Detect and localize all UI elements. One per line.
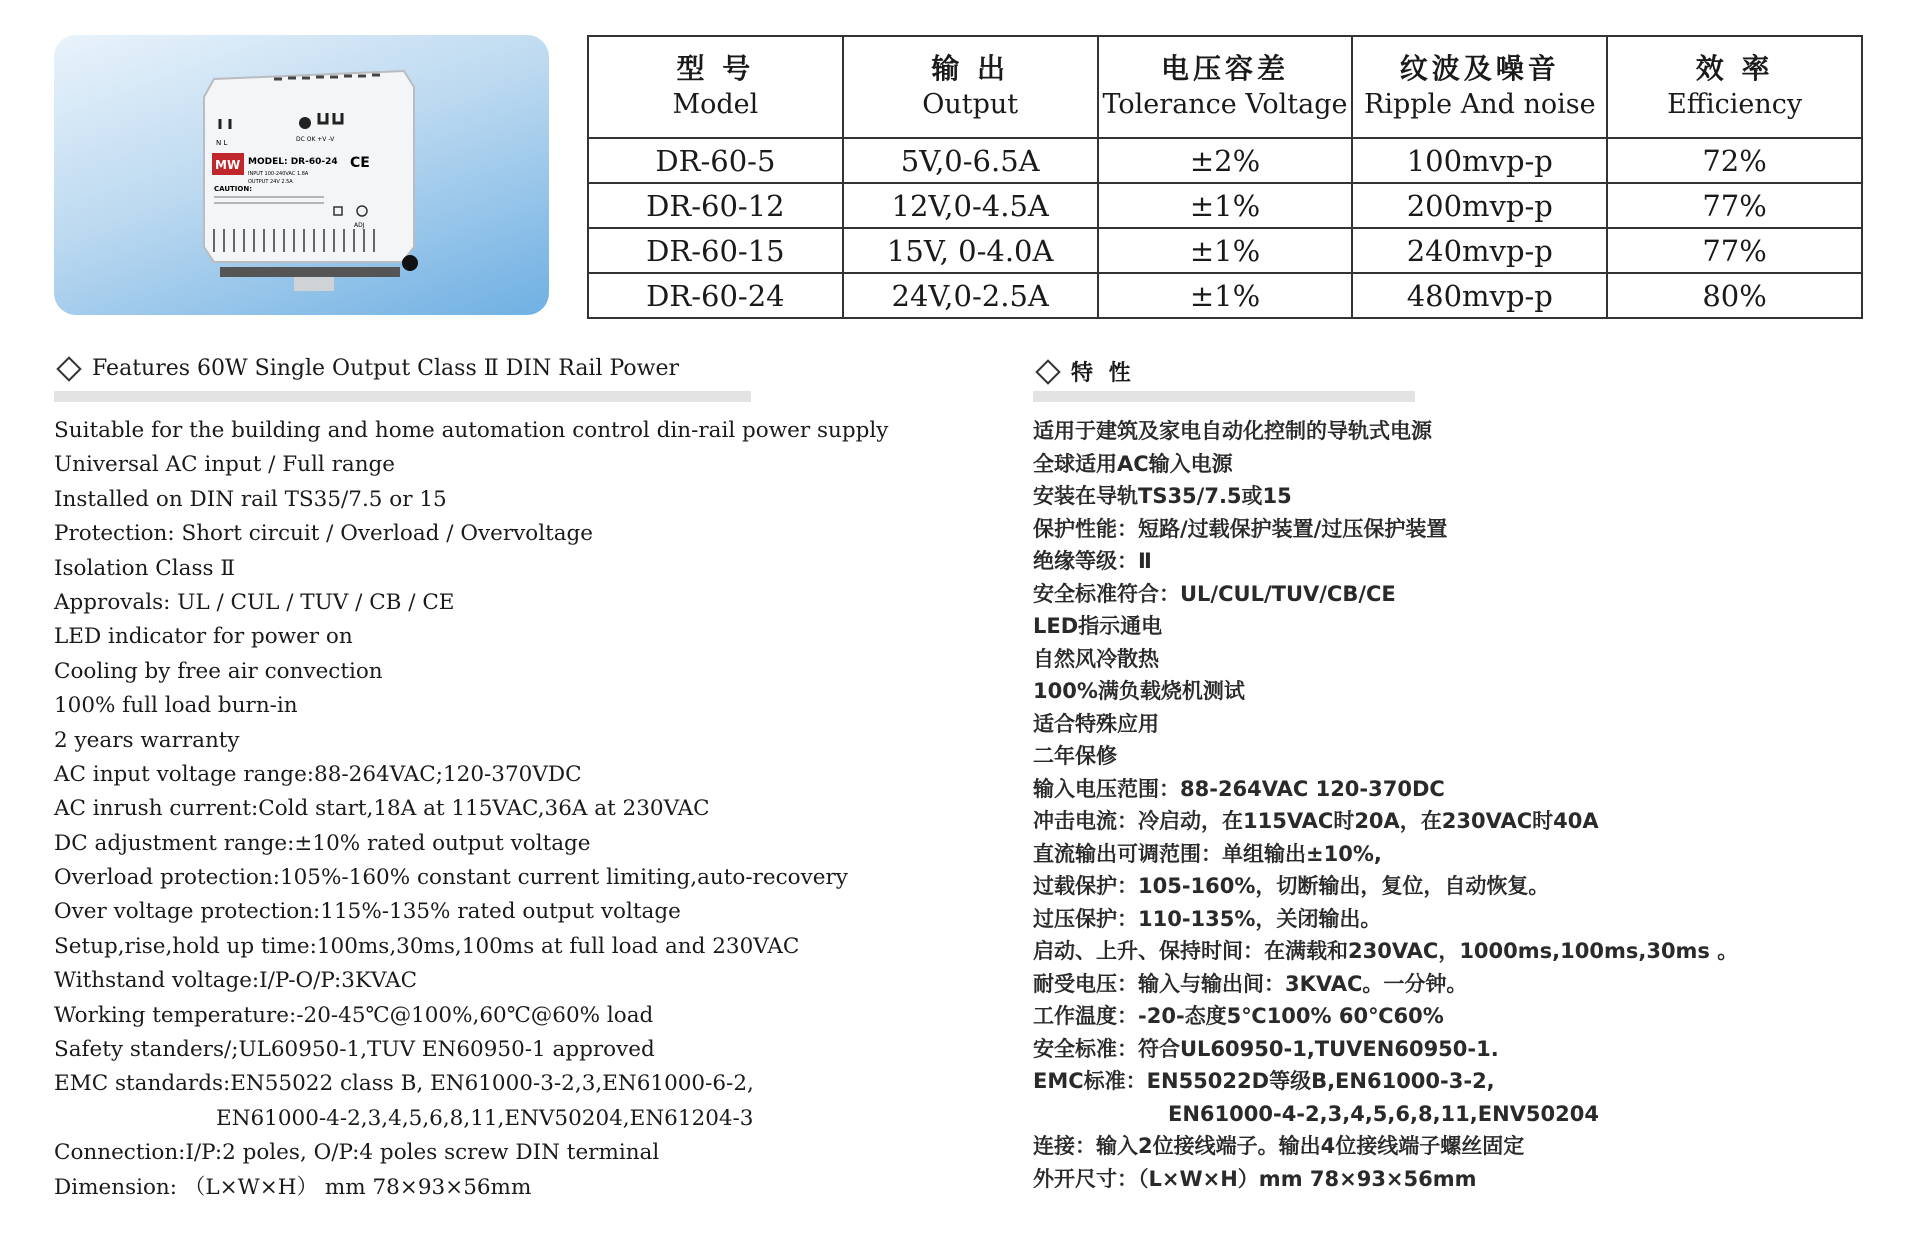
cell-model: DR-60-5 (588, 138, 843, 183)
list-item: Withstand voltage:I/P-O/P:3KVAC (54, 968, 418, 994)
header-cn: 型 号 (676, 52, 755, 85)
list-item: 自然风冷散热 (1033, 646, 1159, 671)
cell-output: 15V, 0-4.0A (843, 228, 1098, 273)
list-item: Setup,rise,hold up time:100ms,30ms,100ms at full load and 230VAC (54, 933, 800, 959)
header-en: Ripple And noise (1363, 89, 1596, 120)
section-divider (54, 391, 751, 402)
diamond-icon (56, 356, 81, 381)
list-item: AC inrush current:Cold start,18A at 115VAC,36A at 230VAC (54, 796, 710, 822)
list-item: 安装在导轨TS35/7.5或15 (1033, 484, 1292, 508)
list-item: 耐受电压：输入与输出间：3KVAC。一分钟。 (1033, 971, 1468, 996)
list-item: 安全标准符合：UL/CUL/TUV/CB/CE (1033, 581, 1396, 606)
list-item: LED指示通电 (1033, 614, 1163, 638)
list-item: Safety standers/;UL60950-1,TUV EN60950-1 approved (54, 1037, 655, 1063)
header-en: Output (922, 89, 1019, 120)
list-item: 适合特殊应用 (1033, 711, 1159, 736)
features-cn-title: 特 性 (1071, 361, 1135, 386)
cell-tolerance: ±1% (1098, 183, 1353, 228)
list-item: 直流输出可调范围：单组输出±10%, (1033, 841, 1382, 866)
cell-model: DR-60-12 (588, 183, 843, 228)
list-item: 安全标准：符合UL60950-1,TUVEN60950-1. (1033, 1036, 1499, 1061)
list-item: Dimension: （L×W×H） mm 78×93×56mm (54, 1174, 532, 1200)
list-item: Isolation Class Ⅱ (54, 555, 235, 581)
features-cn-heading (1033, 356, 1135, 387)
cell-model: DR-60-15 (588, 228, 843, 273)
cell-efficiency: 80% (1607, 273, 1862, 318)
product-image (54, 35, 549, 315)
list-item: 过载保护：105-160%，切断输出，复位，自动恢复。 (1033, 874, 1550, 898)
list-item: Over voltage protection:115%-135% rated output voltage (54, 899, 681, 925)
list-item: 工作温度：-20-态度5℃100% 60℃60% (1033, 1004, 1444, 1028)
cell-efficiency: 77% (1607, 228, 1862, 273)
header-cn: 效 率 (1695, 52, 1774, 85)
power-supply-illustration (174, 57, 434, 297)
cell-ripple: 480mvp-p (1352, 273, 1607, 318)
list-item: Cooling by free air convection (54, 658, 383, 684)
table-header-row (588, 36, 1862, 138)
list-item: 2 years warranty (54, 727, 240, 753)
cell-efficiency: 77% (1607, 183, 1862, 228)
cell-output: 12V,0-4.5A (843, 183, 1098, 228)
list-item: 过压保护：110-135%，关闭输出。 (1033, 906, 1382, 931)
output-terminal-label: DC OK +V -V (296, 136, 335, 143)
table-row (588, 228, 1862, 273)
diamond-icon (1035, 359, 1060, 384)
cell-tolerance: ±1% (1098, 228, 1353, 273)
header-tolerance (1098, 36, 1353, 138)
table-row (588, 273, 1862, 318)
features-cn-list (1033, 415, 1893, 1195)
header-ripple (1352, 36, 1607, 138)
cell-output: 24V,0-2.5A (843, 273, 1098, 318)
header-efficiency (1607, 36, 1862, 138)
table-row (588, 183, 1862, 228)
list-item: Connection:I/P:2 poles, O/P:4 poles screw DIN terminal (54, 1140, 660, 1166)
header-en: Tolerance Voltage (1102, 89, 1348, 120)
cell-tolerance: ±2% (1098, 138, 1353, 183)
table-row (588, 138, 1862, 183)
cell-ripple: 100mvp-p (1352, 138, 1607, 183)
cell-output: 5V,0-6.5A (843, 138, 1098, 183)
cell-ripple: 200mvp-p (1352, 183, 1607, 228)
header-output (843, 36, 1098, 138)
list-item: Protection: Short circuit / Overload / Overvoltage (54, 521, 594, 547)
header-cn: 电压容差 (1160, 52, 1289, 85)
list-item: 全球适用AC输入电源 (1033, 451, 1233, 476)
list-item: 连接：输入2位接线端子。输出4位接线端子螺丝固定 (1033, 1134, 1525, 1158)
list-item: 绝缘等级：Ⅱ (1033, 549, 1152, 573)
list-item: Working temperature:-20-45℃@100%,60℃@60% load (54, 1002, 654, 1028)
ce-mark: CE (350, 155, 370, 171)
spec-table (587, 35, 1863, 319)
list-item: 冲击电流：冷启动，在115VAC时20A，在230VAC时40A (1033, 809, 1599, 833)
list-item: 100%满负载烧机测试 (1033, 679, 1245, 703)
list-item: DC adjustment range:±10% rated output voltage (54, 830, 591, 856)
cell-model: DR-60-24 (588, 273, 843, 318)
list-item: Approvals: UL / CUL / TUV / CB / CE (54, 589, 455, 615)
features-en-list (54, 414, 984, 1205)
adjust-label: ADJ (354, 222, 365, 229)
caution-label: CAUTION: (214, 185, 253, 193)
list-item: EMC standards:EN55022 class B, EN61000-3-2,3,EN61000-6-2, (54, 1071, 754, 1097)
section-divider (1033, 391, 1415, 402)
list-item: Overload protection:105%-160% constant current limiting,auto-recovery (54, 865, 848, 891)
brand-text: MW (215, 158, 241, 172)
features-en-heading (54, 356, 679, 381)
header-cn: 输 出 (931, 52, 1010, 85)
input-rating: INPUT 100-240VAC 1.8A (248, 171, 309, 177)
list-item-continuation: EN61000-4-2,3,4,5,6,8,11,ENV50204 (1168, 1101, 1599, 1126)
list-item: Universal AC input / Full range (54, 452, 396, 478)
list-item: 启动、上升、保持时间：在满载和230VAC，1000ms,100ms,30ms 。 (1033, 939, 1739, 963)
list-item: Installed on DIN rail TS35/7.5 or 15 (54, 486, 447, 512)
input-terminal-label: N L (216, 139, 228, 147)
cell-efficiency: 72% (1607, 138, 1862, 183)
list-item: 保护性能：短路/过载保护装置/过压保护装置 (1033, 516, 1448, 541)
model-label: MODEL: DR-60-24 (248, 157, 338, 167)
header-en: Model (672, 89, 759, 120)
list-item: 输入电压范围：88-264VAC 120-370DC (1033, 776, 1445, 801)
led-indicator (402, 255, 418, 271)
cell-ripple: 240mvp-p (1352, 228, 1607, 273)
list-item-continuation: EN61000-4-2,3,4,5,6,8,11,ENV50204,EN61204-3 (216, 1105, 754, 1131)
list-item: EMC标准：EN55022D等级B,EN61000-3-2, (1033, 1069, 1495, 1093)
header-cn: 纹波及噪音 (1399, 52, 1560, 85)
list-item: 100% full load burn-in (54, 693, 298, 719)
header-model (588, 36, 843, 138)
list-item: AC input voltage range:88-264VAC;120-370VDC (54, 761, 582, 787)
list-item: 外开尺寸：（L×W×H）mm 78×93×56mm (1033, 1166, 1477, 1191)
list-item: 二年保修 (1033, 744, 1117, 768)
cell-tolerance: ±1% (1098, 273, 1353, 318)
header-en: Efficiency (1667, 89, 1803, 120)
list-item: Suitable for the building and home automation control din-rail power supply (54, 418, 889, 443)
list-item: 适用于建筑及家电自动化控制的导轨式电源 (1033, 419, 1432, 443)
features-en-title: Features 60W Single Output Class Ⅱ DIN Rail Power (92, 356, 680, 381)
list-item: LED indicator for power on (54, 624, 353, 650)
output-rating: OUTPUT 24V 2.5A (248, 179, 293, 185)
